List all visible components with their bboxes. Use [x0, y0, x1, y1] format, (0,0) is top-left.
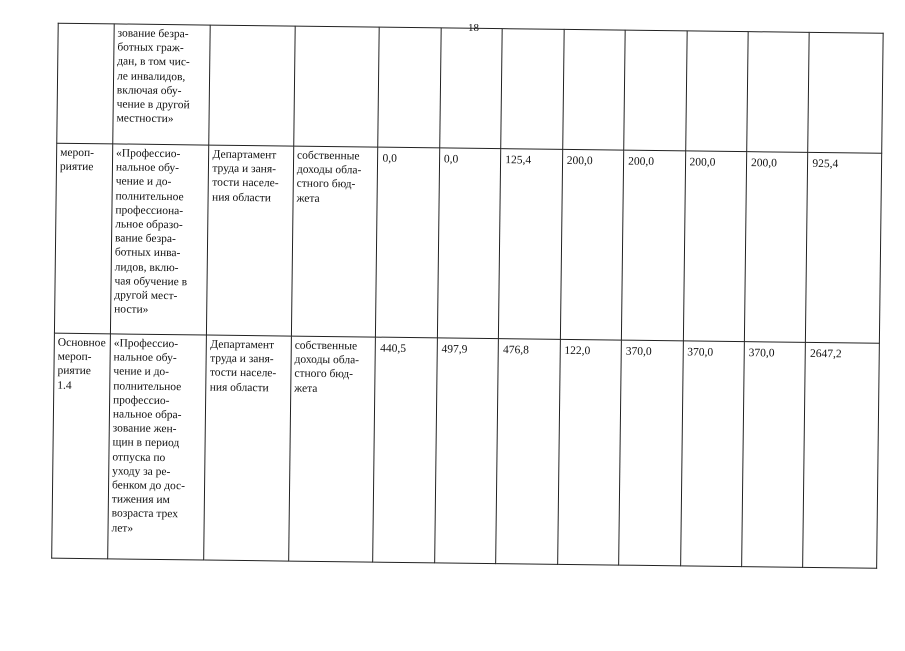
- total-cell: 2647,2: [803, 342, 879, 568]
- funding-source-cell: собственные доходы обла- стного бюд- жета: [289, 336, 376, 562]
- total-cell: 925,4: [806, 152, 882, 343]
- executor-cell: Департамент труда и заня- тости населе- ния области: [207, 145, 294, 336]
- value-cell: [440, 28, 503, 149]
- activity-name-cell: мероп- риятие: [54, 143, 112, 334]
- value-cell: 200,0: [683, 151, 747, 342]
- executor-cell: Департамент труда и заня- тости населе- ния области: [204, 335, 291, 561]
- value-cell: 476,8: [496, 339, 560, 565]
- value-cell: [685, 31, 748, 152]
- table-row-continuation: [57, 23, 883, 153]
- value-cell: [747, 32, 810, 153]
- activity-name-cell: [57, 23, 114, 144]
- page-number: 18: [468, 22, 479, 34]
- table-row: [52, 333, 880, 568]
- value-cell: 370,0: [619, 340, 683, 566]
- value-cell: [378, 27, 441, 148]
- value-cell: [562, 29, 625, 150]
- budget-table: [51, 23, 883, 569]
- value-cell: 370,0: [742, 342, 806, 568]
- value-cell: 0,0: [437, 148, 501, 339]
- funding-source-cell: собственные доходы обла- стного бюд- жета: [291, 146, 378, 337]
- value-cell: 200,0: [621, 150, 685, 341]
- activity-name-cell: Основное мероп- риятие 1.4: [52, 333, 111, 559]
- executor-cell: [209, 25, 295, 146]
- value-cell: 125,4: [499, 149, 563, 340]
- value-cell: 440,5: [373, 337, 437, 563]
- value-cell: 0,0: [376, 147, 440, 338]
- activity-title-cell: «Профессио- нальное обу- чение и до- полнительное профессио- нальное обра- зование жен- щин в период отпуска по уходу за ре- бенком до дос- тижения им возраста трех лет»: [108, 334, 207, 560]
- activity-title-cell: зование безра- ботных граж- дан, в том чис- ле инвалидов, включая обу- чение в другой местности»: [113, 24, 211, 145]
- value-cell: 370,0: [680, 341, 744, 567]
- value-cell: [501, 29, 564, 150]
- table-row: [54, 143, 881, 343]
- value-cell: 200,0: [744, 152, 808, 343]
- value-cell: [624, 30, 687, 151]
- value-cell: 122,0: [557, 339, 621, 565]
- funding-source-cell: [294, 26, 380, 147]
- activity-title-cell: «Профессио- нальное обу- чение и до- полнительное профессиона- льное образо- вание безра- ботных инва- лидов, вклю- чая обучение в другой мест- ности»: [110, 144, 209, 335]
- value-cell: 200,0: [560, 149, 624, 340]
- value-cell: 497,9: [434, 338, 498, 564]
- total-cell: [808, 32, 883, 153]
